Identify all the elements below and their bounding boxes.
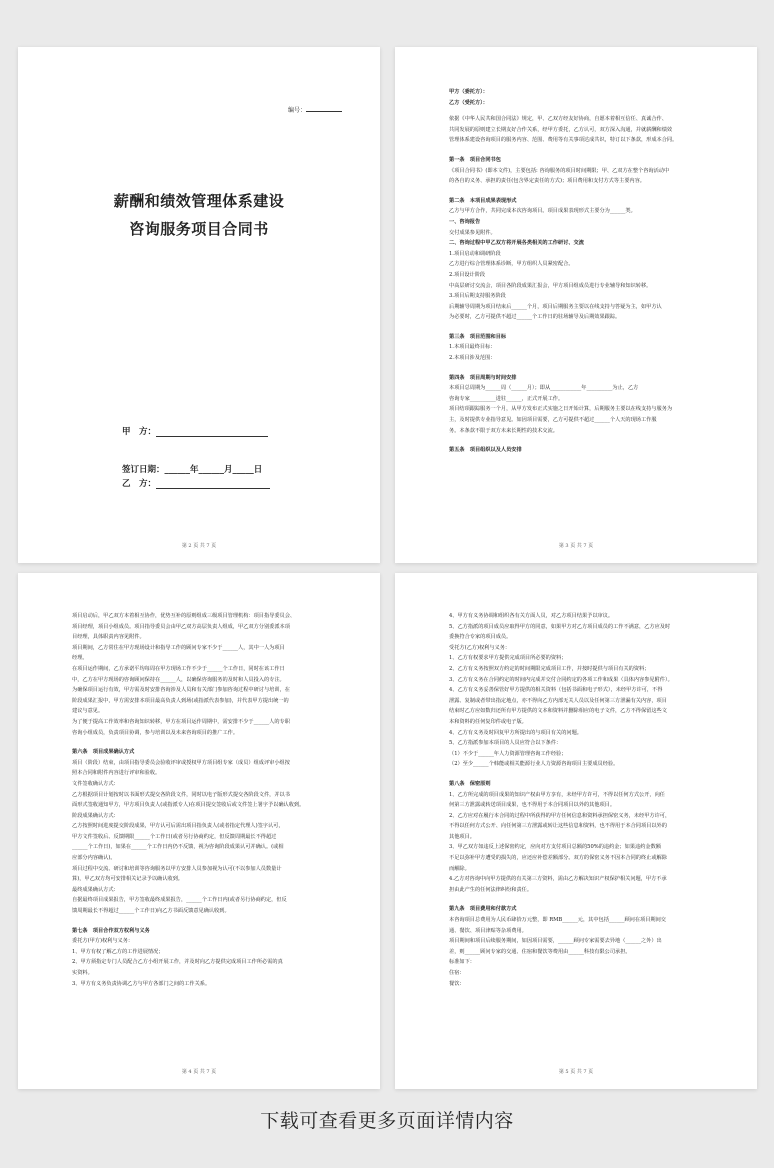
page-3-body <box>449 87 719 456</box>
text-line: 其他项目。 <box>449 833 475 840</box>
text-line: 2.本项目涉及范围： <box>449 355 496 362</box>
text-line: 乙方按照时间进度提交阶段成果，甲方认可后需出项目指负责人(或者指定代理人)签字认可， <box>72 823 284 830</box>
download-more-caption: 下载可查看更多页面详情内容 <box>260 1110 514 1132</box>
number-label-text: 编号： <box>287 107 306 114</box>
text-line: 5、乙方指派参加本项目的人员应符合以下条件： <box>449 740 562 747</box>
text-line: 2、甲方须指定专门人员配合乙方小组开展工作，并及时向乙方提供完成项目工作所必需的真 <box>72 959 283 966</box>
text-line: 馈周期最长不得超过______个工作日)向乙方书面反馈意见确认收到。 <box>72 908 230 915</box>
text-line: 2、乙方有义务按照双方约定的时间期限完成项目工作，并按时提供与项目有关的资料； <box>449 665 650 672</box>
text-line: 餐饮： <box>449 980 465 987</box>
text-line: 4、甲方有义务协调和组织各有关方面人员，对乙方项目结果予以审议。 <box>449 613 614 619</box>
text-line: 咨询小组成员，负责项目协调，参与培训以及未来咨询项目的推广工作。 <box>72 729 239 736</box>
text-line: 何第三方泄露或转送项目成果，也不得用于本合同项目以外的其他项目。 <box>449 802 616 809</box>
text-line: 委托方(甲方)权利与义务： <box>72 938 134 945</box>
number-underline <box>306 111 342 112</box>
page-4-body <box>72 611 342 989</box>
text-line: 建议与意见。 <box>72 708 104 715</box>
text-line: 项目启动后，甲乙双方本着相互协作，优势互补的原则组成三级项目管理机构：项目指导委员会、 <box>72 613 296 619</box>
page-footer: 第 2 页 共 7 页 <box>181 543 217 549</box>
text-line: 乙方根据项目计划按时以书面形式提交各阶段文件，同时以电子版形式提交各阶段文件，并以书 <box>72 791 290 798</box>
sign-date: 签订日期：______年______月_____日 <box>122 465 263 475</box>
text-line: 住宿： <box>449 970 465 976</box>
party-b-label: 乙 方： <box>122 479 157 489</box>
text-line: 4.乙方对咨询中向甲方提供的有关第三方资料，需由乙方解决知识产权保护相关问题，甲方不承 <box>449 876 667 883</box>
text-line: 阶段成果确认方式： <box>72 812 119 819</box>
text-line: 二、咨询过程中甲乙双方将开展各类相关的工作研讨、交流 <box>449 240 584 247</box>
text-line: 管理体系建设咨询项目的服务内容、范围、费用等有关事项达成共识，特订以下条款，形成本合同。 <box>449 137 678 144</box>
text-line: 为了便于提高工作效率和咨询知识转移，甲方在项目运作周期中，需安排不少于______人的专职 <box>72 718 290 725</box>
contract-number-label <box>288 105 342 114</box>
text-line: 甲方（委托方）： <box>449 89 488 95</box>
text-line: 1、乙方所完成的项目成果的知识产权由甲方享有，未经甲方许可，不得以任何方式公开，向任 <box>449 791 665 798</box>
text-line: 中高层研讨交流会，项目各阶段成果汇报会，甲方项目组成员进行专业辅导和知识转移。 <box>449 282 652 289</box>
text-line: 共同发展的原则建立长期友好合作关系，经甲方委托，乙方认可，双方深入沟通，并就薪酬和绩效 <box>449 126 673 133</box>
text-line: 项目期间和项目后续服务期间，如因项目需要，______顾问专家需要去异地（______之外）出 <box>449 938 662 945</box>
text-line: 项目（阶段）结束，由项目指导委员会验收评审或授权甲方项目组专家（成员）组成评审小组按 <box>72 759 290 766</box>
section-heading: 第一条 项目合同书包 <box>449 156 501 163</box>
text-line: 受托方(乙方)权利与义务： <box>449 644 511 651</box>
text-line: 5、乙方指派的项目成员应取得甲方的同意，如果甲方对乙方项目成员的工作不满意，乙方应及时 <box>449 623 671 630</box>
text-line: 标准如下： <box>449 959 475 966</box>
text-line: 中，乙方在甲方现场的咨询顾问保持在______人，以确保咨询服务的及时和人员投入的专注。 <box>72 676 285 683</box>
section-heading: 第九条 项目费用和付款方式 <box>449 906 517 913</box>
text-line: 依据《中华人民共和国合同法》规定，甲、乙双方经友好协商，自愿本着相互信任、真诚合作、 <box>449 116 667 123</box>
text-line: 1.本项目最终目标： <box>449 344 496 351</box>
title-line-2: 咨询服务项目合同书 <box>129 220 269 238</box>
contract-page-4 <box>18 573 380 1089</box>
text-line: 不得以任何方式公开、向任何第三方泄露或转让这些信息和资料，也不得用于本合同项目以外的 <box>449 823 667 830</box>
text-line: 3、乙方有义务在合同约定的时间内完成并交付合同约定的各项工作和成果（具体内容参见附件）。 <box>449 676 673 683</box>
section-heading: 第三条 项目范围和目标 <box>449 333 507 340</box>
contract-cover-page <box>18 47 380 563</box>
text-line: 项目结项跟踪服务一个月，从甲方发布正式实施之日开始计算，后期服务主要以在线支持与服务为 <box>449 406 673 413</box>
text-line: 结束时乙方应如数归还所有甲方提供的文本和资料并删除相应的电子文件，乙方不得保留这些文 <box>449 708 667 715</box>
title-line-1: 薪酬和绩效管理体系建设 <box>113 192 285 210</box>
page-footer: 第 5 页 共 7 页 <box>558 1069 594 1075</box>
text-line: 2.项目设计阶段 <box>449 271 486 278</box>
section-heading: 第八条 保密原则 <box>449 780 491 787</box>
section-heading: 第五条 项目组织以及人员安排 <box>449 447 522 454</box>
text-line: 1、乙方有权要求甲方提供完成项目所必要的资料； <box>449 655 567 662</box>
page-footer: 第 4 页 共 7 页 <box>181 1069 217 1075</box>
text-line: 主，及时提供专业指导意见。如因项目需要，乙方可提供不超过______个人天的现场工作服 <box>449 417 657 424</box>
text-line: 照本合同和附件内容进行评审和验收。 <box>72 770 161 777</box>
text-line: 而解除。 <box>449 865 470 872</box>
text-line: 1.项目启动和调研阶段 <box>449 250 501 257</box>
text-line: 经理。 <box>72 655 88 662</box>
text-line: 3、甲乙双方如违反上述保密约定，应向对方支付项目总额的50%的违约金；如果违约金数额 <box>449 844 661 851</box>
text-line: 文件签收确认方式： <box>72 780 119 787</box>
text-line: 乙方进行综合管理体系诊断，甲方组织人员紧密配合。 <box>449 261 574 268</box>
text-line: 3.项目后期支持服务阶段 <box>449 293 506 300</box>
text-line: 阶段成果汇报中，甲方需安排本项目最高负责人到场(或指派代表参加)，并代表甲方提出统一的 <box>72 697 289 704</box>
contract-page-5 <box>395 573 757 1089</box>
text-line: 1、甲方有权了解乙方的工作进展情况； <box>72 948 164 955</box>
text-line: 不足以弥补甲方遭受的损失的，应还应补偿差额部分。双方的保密义务不因本合同的终止或解除 <box>449 855 667 862</box>
text-line: 3、甲方有义务负责协调乙方与甲方各部门之间的工作关系。 <box>72 980 211 987</box>
text-line: 《项目合同书》(即本文件)，主要包括: 咨询服务的项目时间期限；甲、乙双方在整个咨询活动中 <box>449 167 670 174</box>
text-line: （2）至少______个韩能或相关能源行业人力资源咨询项目主要成员经验。 <box>449 761 619 768</box>
text-line: 项目经理，项目小组成员。项目指导委员会由甲乙双方高层负责人组成，甲乙双方分别委派本项 <box>72 623 290 630</box>
text-line: 交付成果参见附件。 <box>449 229 496 236</box>
text-line: 担由此产生的任何法律纠纷和责任。 <box>449 886 533 893</box>
contract-page-3 <box>395 47 757 563</box>
section-heading: 第四条 项目周期与时间安排 <box>449 374 517 381</box>
text-line: 通、餐饮、项目津贴等杂项费用。 <box>449 927 527 934</box>
text-line: 咨询专家__________进驻______，正式开展工作。 <box>449 395 564 402</box>
text-line: 在项目运作期间，乙方承诺平均每周在甲方现场工作不少于______个工作日，同时在该工作日 <box>72 665 285 672</box>
text-line: 4、乙方有义务及时回复甲方所提出的与项目有关的问题。 <box>449 729 582 736</box>
text-line: 后期辅导周期为项目结束后______个月，项目后期服务主要以在线支持与答疑为主，如甲方认 <box>449 303 662 310</box>
contract-title <box>18 187 380 243</box>
text-line: 自据最终项目成果报告，甲方签收最终成果报告，______个工作日内(或者另行协商约定，但反 <box>72 897 287 904</box>
party-b-underline <box>156 480 270 489</box>
text-line: 乙方（受托方）： <box>449 99 488 106</box>
text-line: 务。本条款不限于双方未来长期性的技术交流。 <box>449 427 558 434</box>
text-line: 本和资料的任何复印件或电子版。 <box>449 718 527 725</box>
page-footer: 第 3 页 共 7 页 <box>558 543 594 549</box>
section-heading: 第七条 项目合作双方权利与义务 <box>72 927 150 934</box>
text-line: 泄露、复制或者带出指定地点，亦不得向乙方内部无关人员以及任何第三方泄漏有关内容，项目 <box>449 697 667 704</box>
party-b-line <box>122 477 270 489</box>
text-line: 为确保项目运行有效，甲方需及时安排咨询涉及人员和有关部门参加咨询过程中研讨与培训，在 <box>72 687 290 694</box>
party-a-line <box>122 425 268 437</box>
text-line: 本项目总周期为______周（______月）；即从____________年__________为止，乙方 <box>449 385 639 392</box>
section-heading: 第六条 项目成果确认方式 <box>72 749 135 756</box>
text-line: 乙方与甲方合作，共同完成本次咨询项目。项目成果表现形式主要分为______类。 <box>449 208 636 215</box>
text-line: 为必要时，乙方可提供不超过______个工作日的驻场辅导及后期效果跟踪。 <box>449 314 621 321</box>
text-line: 2、乙方应对在履行本合同的过程中所获得的甲方任何信息和资料承担保密义务，未经甲方许可， <box>449 812 671 819</box>
text-line: 实资料。 <box>72 970 93 976</box>
text-line: 4、乙方有义务妥善保管好甲方提供的相关资料（包括书面和电子形式），未经甲方许可，不得 <box>449 687 663 694</box>
text-line: 的各自的义务、承担的责任(包含界定责任的方式)；项目费用和支付方式等主要内容。 <box>449 178 645 185</box>
text-line: 项目期间，乙方常住在甲方现场设计和指导工作的顾问专家不少于______人，其中一人为项目 <box>72 644 285 651</box>
text-line: 差，则______顾问专家的交通、住宿和餐饮等费用由______科技有限公司承担。 <box>449 948 631 955</box>
text-line: 项目过程中交流、研讨和培训等咨询服务以甲方安排人员参加视为认可(不以参加人员数量计 <box>72 865 282 872</box>
text-line: 目经理，具体职责内容见附件。 <box>72 634 145 641</box>
text-line: ______个工作日)，如果在______个工作日内仍不反馈，视为咨询阶段成果认可并确认。(或相 <box>72 844 284 851</box>
page-5-body <box>449 611 719 989</box>
text-line: 最终成果确认方式： <box>72 886 119 893</box>
section-heading: 第二条 本项目成果表现形式 <box>449 197 517 204</box>
party-a-underline <box>156 428 268 437</box>
text-line: 甲方文件签收后、反馈期限______个工作日(或者另行协商约定，但反馈周期最长不得超过 <box>72 833 277 840</box>
text-line: 一、咨询报告 <box>449 218 481 225</box>
text-line: 算)，甲乙双方均可安排相关记录予以确认收到。 <box>72 876 183 883</box>
text-line: 应部分内容确认)。 <box>72 855 116 862</box>
text-line: 面形式签收通知甲方，甲方项目负责人(或指派专人)在项目提交签收后或文件签上署字予以确认收到。 <box>72 802 305 809</box>
text-line: 委换符合专家的项目成员。 <box>449 634 512 641</box>
text-line: 本咨询项目总费用为人民币肆拾万元整，即 RMB______元，其中包括______顾问在项目期间交 <box>449 917 666 924</box>
party-a-label: 甲 方： <box>122 427 157 437</box>
text-line: （1）不少于______年人力资源管理咨询工作经验； <box>449 750 567 757</box>
